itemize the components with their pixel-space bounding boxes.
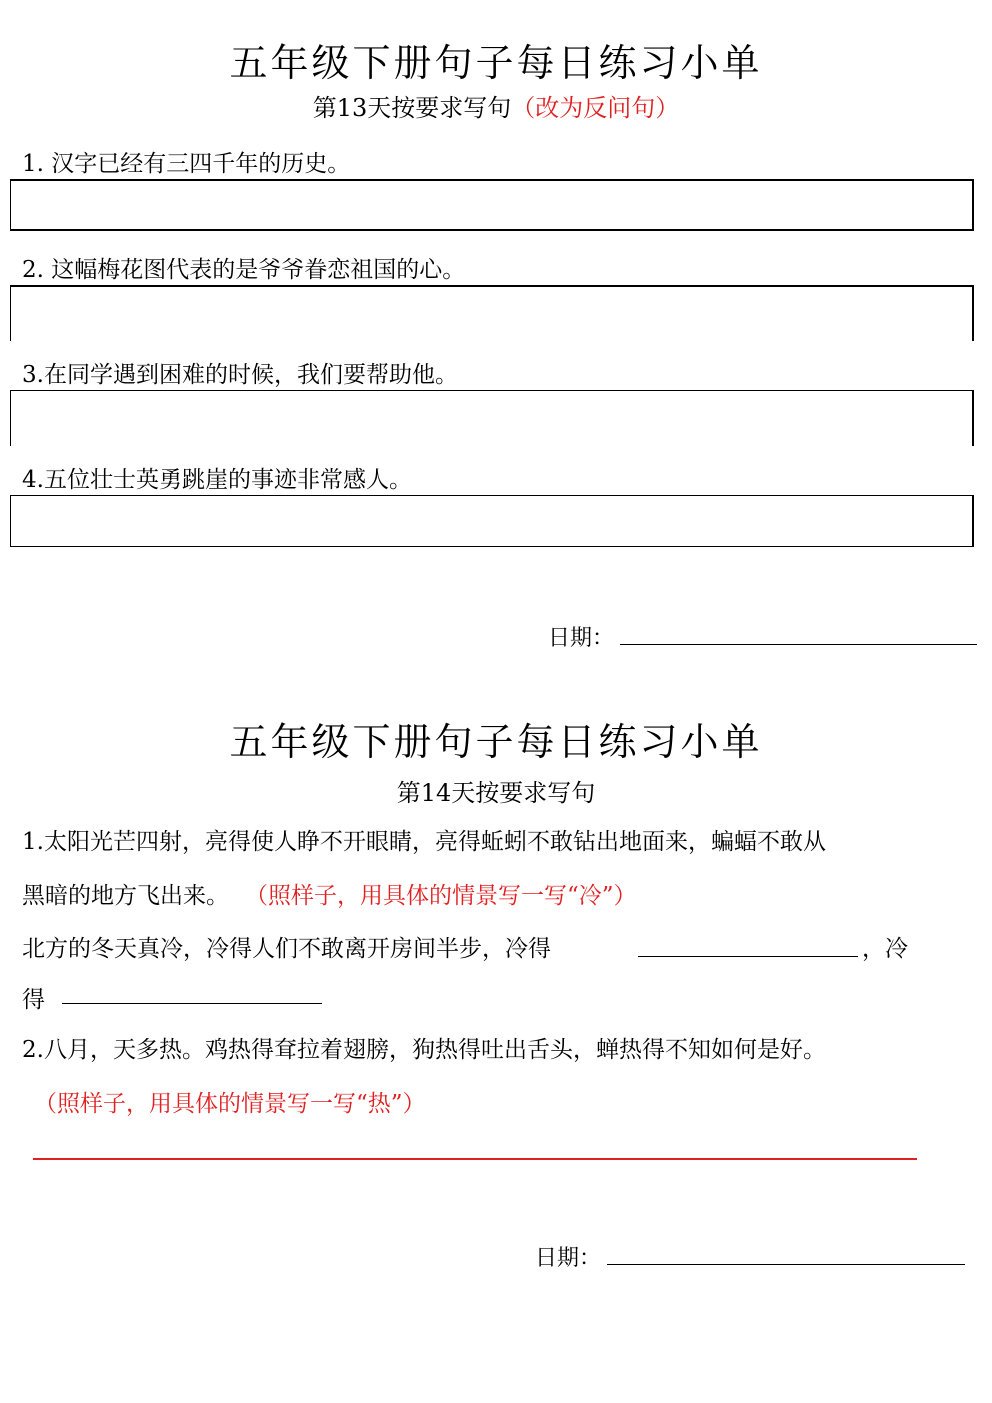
sheet1-date-field[interactable] [620,644,977,645]
sheet2-q1-line2 [22,877,637,910]
sheet1-question-2: 2. 这幅梅花图代表的是爷爷眷恋祖国的心。 [22,257,466,283]
sheet2-q1-blank-2[interactable] [62,1003,322,1004]
sheet1-title: 五年级下册句子每日练习小单 [229,41,763,85]
sheet2-q2-line1: 2.八月，天多热。鸡热得耷拉着翅膀，狗热得吐出舌头，蝉热得不知如何是好。 [22,1037,826,1063]
sheet2-q2-instruction: （照样子，用具体的情景写一写“热”） [34,1091,426,1117]
sheet1-subtitle [0,88,992,123]
sheet2-q1-exercise-comma: ，冷 [862,936,908,962]
sheet2-date-label: 日期： [535,1246,602,1271]
sheet1-subtitle-main: 第13天按要求写句 [312,94,512,122]
sheet2-q1-line1: 1.太阳光芒四射，亮得使人睁不开眼睛，亮得蚯蚓不敢钻出地面来，蝙蝠不敢从 [22,829,826,855]
answer-box-2[interactable] [10,285,974,341]
answer-box-1[interactable] [10,179,974,231]
sheet2-q2-answer-line[interactable] [33,1158,917,1160]
sheet2-title: 五年级下册句子每日练习小单 [229,720,763,764]
sheet2-q1-exercise-a: 北方的冬天真冷，冷得人们不敢离开房间半步，冷得 [22,936,551,962]
answer-box-3[interactable] [10,390,974,446]
sheet2-q1-instruction: （照样子，用具体的情景写一写“冷”） [245,883,637,909]
sheet1-question-3: 3.在同学遇到困难的时候，我们要帮助他。 [22,362,458,388]
sheet2-date-field[interactable] [607,1264,965,1265]
answer-box-4[interactable] [10,495,974,547]
sheet2-q1-text: 黑暗的地方飞出来。 [22,883,229,909]
sheet2-q1-exercise-b: 得 [22,987,45,1013]
sheet2-subtitle: 第14天按要求写句 [396,779,596,807]
sheet1-subtitle-instruction: （改为反问句） [511,94,680,122]
sheet1-question-1: 1. 汉字已经有三四千年的历史。 [22,151,351,177]
sheet1-date-label: 日期： [548,626,615,651]
sheet1-question-4: 4.五位壮士英勇跳崖的事迹非常感人。 [22,467,412,493]
sheet2-q1-blank-1[interactable] [638,956,858,957]
